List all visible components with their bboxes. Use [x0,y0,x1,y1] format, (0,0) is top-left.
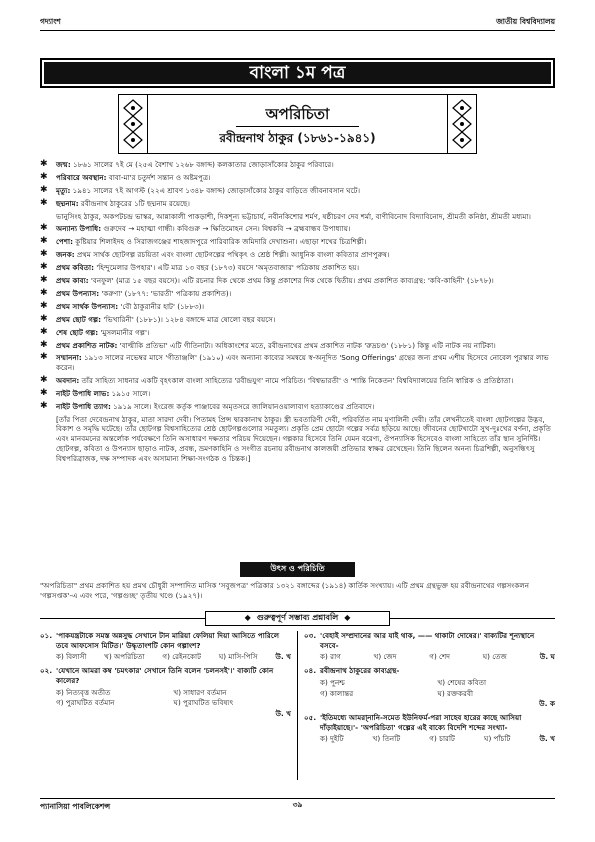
answer-key: উ. খ [275,652,291,662]
answer-key: উ. খ [539,734,555,744]
title-box [118,94,477,154]
question-item: ০২. 'যেখানে আমরা কম্ব 'চমৎকার' সেখানে তিনি বলেন 'চলনসই'।' বাক্যটি কোন কালের? [40,666,274,685]
fact-item: ✱ অবদান: তাঁর সাহিত্য সাধনার একটি বৃহৎকাল বাংলা সাহিত্যের 'রবীন্দ্রযুগ' নামে পরিচিত। 'বিশ্বভারতী' ও 'শান্তি নিকেতন' বিশ্ববিদ্যালয়ের তিনি স্বাপ্নিক ও প্রতিষ্ঠাতা। [40,375,514,386]
questions-heading: ◆ গুরুত্বপূর্ণ সম্ভাব্য প্রশ্নাবলি ◆ [205,611,390,626]
fact-item: ✱ প্রথম ছোট গল্প: 'ভিখারিনী' (১৮৮১)। ১২৮৪ বঙ্গাব্দে মাত্র ষোলো বছর বয়সে। [40,313,276,324]
star-bullet-icon: ✱ [40,197,48,208]
page-header [40,17,555,31]
header-university: জাতীয় বিশ্ববিদ্যালয় [496,17,555,26]
fact-item: ✱ পেশা: কুষ্টিয়ার শিলাইদহ ও সিরাজগঞ্জের শাহজাদপুরে পারিবারিক জমিদারি দেখাশুনা। এছাড়া শখের চিত্রশিল্পী। [40,236,367,247]
question-options: ক) রাগ খ) জেদ গ) শেদ ঘ) তেজ উ. ঘ [320,652,555,662]
star-bullet-icon: ✱ [40,274,48,285]
subject-banner: বাংলা ১ম পত্র [40,58,555,88]
fact-item: ✱ প্রথম কাব্য: 'বনফুল' (মাত্র ১৫ বছর বয়সে)। এটি রচনার দিক থেকে প্রথম কিন্তু প্রকাশের দিক থেকে দ্বিতীয়। প্রথম প্রকাশিত কাব্যগ্রন্থ: 'কবি-কাহিনী' (১৮৭৮)। [40,274,494,285]
question-options: ক) পুনশ্চ খ) শেষের কবিতা গ) কালান্তর ঘ) রক্তকরবী উ. ক [320,677,555,709]
ornament-right-icon [447,94,477,154]
author-facts [40,160,555,466]
answer-key: উ. ঘ [539,652,555,662]
fact-item: ✱ অন্যান্য উপাধি: গুরুদেব → মহাত্মা গান্ধী। কবিগুরু → ক্ষিতিমোহন সেন। বিশ্বকবি → ব্রহ্মবান্ধব উপাধ্যায়। [40,223,351,234]
question-item: ০১. 'পাকযন্ত্রটাকে সমস্ত অন্নসুদ্ধ সেখানে টান মারিয়া ফেলিয়া দিয়া আসিতে পারিলে তবে আফসোস মিটিত।' উদ্ধৃতাংশটি কোন গল্পাংশ? [40,631,280,650]
origin-heading: উৎস ও পরিচিতি [240,562,355,577]
answer-key: উ. খ [275,709,291,719]
fact-item: ✱ জনক: প্রথম সার্থক ছোটগল্প রচয়িতা এবং বাংলা ছোটগল্পের পথিকৃৎ ও শ্রেষ্ঠ শিল্পী। আধুনিক বাংলা কবিতার প্রাণপুরুষ। [40,249,390,260]
question-item: ০৪. রবীন্দ্রনাথ ঠাকুরের কাব্যগ্রন্থ- [304,666,400,676]
header-section: গদ্যাংশ [40,17,61,26]
footer-rule [40,798,555,799]
star-bullet-icon: ✱ [40,339,48,350]
question-item: ০৫. 'ইতিমধ্যে আমরা্নানি-সমেত ইউনিফর্ম-পরা সাহেব হারের কাছে আসিয়া দাঁড়াইয়াছে।'- 'অপরিচিতা' গল্পের এই বাক্যে বিদেশি শব্দের সংখ্যা- [304,713,522,732]
question-item: ০৩. 'বেহাই সম্প্রদানের আর যাই থাক, —— থাকাটা দোষের।' বাক্যটির শূন্যস্থানে বসবে- [304,631,535,650]
questions-area [40,631,555,780]
question-options: ক) বিলাসী খ) অপরিচিতা গ) রেইনকোট ঘ) মাসি-পিসি উ. খ [56,652,291,662]
biography-paragraph: [তাঁর পিতা দেবেন্দ্রনাথ ঠাকুর, মাতা সারদা দেবী। পিতামহ প্রিন্স দ্বারকানাথ ঠাকুর। স্ত্রী ভবতারিণী দেবী, পরিবর্তিত নাম মৃণালিনী দেবী। তাঁর লেখনীতেই বাংলা ছোটগল্পের উদ্ভব, বিকাশ ও সমৃদ্ধি ঘটেছে। তাঁর ছোটগল্প বিশ্বসাহিত্যের শ্রেষ্ঠ ছোটগল্পগুলোর সমতুল্য। প্রকৃতি প্রেম ছোটো গল্পের সর্বত্র ছড়িয়ে আছে। জীবনের ছোটখাটো সুখ-দুঃখের বর্ণনা, প্রকৃতি এবং মানবমনের অন্তর্লোক পর্যবেক্ষণে তিনি অসাধারণ দক্ষতার পরিচয় দিয়েছেন। গল্পকার হিসেবে তিনি যেমন বরেণ্য, ঔপন্যাসিক হিসেবেও বাংলা সাহিত্যে তাঁর স্থান সুনির্দিষ্ট। ছোটগল্প, কবিতা ও উপন্যাস ছাড়াও নাটক, প্রবন্ধ, ভ্রমণকাহিনি ও সংগীত রচনায় রবীন্দ্রনাথ কালজয়ী প্রতিভার স্বাক্ষর রেখেছেন। তিনি ছিলেন অনন্য চিত্রশিল্পী, অনুসন্ধিৎসু বিশ্বপরিব্রাজক, দক্ষ সম্পাদক এবং অসামান্য শিক্ষা-সংগঠক ও চিন্তক।] [56,414,551,463]
star-bullet-icon: ✱ [40,326,48,337]
fact-item: ✱ সম্মাননা: ১৯১৩ সালের নভেম্বর মাসে 'গীতাঞ্জলি' (১৯১০) এবং অন্যান্য কাব্যের সমন্বয়ে স্ব-অনূদিত 'Song Offerings' গ্রন্থের জন্য প্রথম এশীয় হিসেবে নোবেল পুরস্কার লাভ করেন। [40,352,549,373]
origin-paragraph: "অপরিচিতা" প্রথম প্রকাশিত হয় প্রমথ চৌধুরী সম্পাদিত মাসিক 'সবুজপত্র' পত্রিকার ১৩২১ বঙ্গাব্দের (১৯১৪) কার্তিক সংখ্যায়। এটি প্রথম গ্রন্থভুক্ত হয় রবীন্দ্রনাথের গল্পসংকলন 'গল্পসপ্তক'-এ এবং পরে, 'গল্পগুচ্ছ' তৃতীয় খণ্ডে (১৯২৭)। [40,581,530,600]
answer-key: উ. ক [539,699,555,709]
star-bullet-icon: ✱ [40,171,48,182]
diamond-icon: ◆ [344,613,351,623]
header-rule [40,30,555,31]
star-bullet-icon: ✱ [40,184,48,195]
question-options: ক) দুইটি খ) তিনটি গ) চারটি ঘ) পাঁচটি উ. খ [320,734,555,744]
fact-item: ✱ প্রথম উপন্যাস: 'করুণা' (১৮৭৭: 'ভারতী' পত্রিকায় প্রকাশিত)। [40,287,232,298]
title-center [148,94,447,154]
fact-item: ✱ পরিবারে অবস্থান: বাবা-মা'র চতুর্দশ সন্তান ও অষ্টমপুত্র। [40,171,211,182]
story-title: অপরিচিতা [236,102,360,127]
questions-heading-bar [40,611,555,626]
fact-item: ✱ জন্ম: ১৮৬১ সালের ৭ই মে (২৫এ বৈশাখ ১২৬৮ বঙ্গাব্দ) কলকাতার জোড়াসাঁকোর ঠাকুর পরিবারে। [40,159,334,169]
star-bullet-icon: ✱ [40,287,48,298]
fact-item: ✱ প্রথম প্রকাশিত নাটক: 'বাল্মীকি প্রতিভা' এটি গীতিনাট্য। অধিকাংশের মতে, রবীন্দ্রনাথের প্রথম প্রকাশিত নাটক 'রুদ্রচণ্ড' (১৮৮১) কিন্তু এটি নাটক নয় নাটিকা। [40,339,496,350]
questions-right-column [297,631,555,780]
fact-item: ✱ নাইট উপাধি ত্যাগ: ১৯১৯ সালে। ইংরেজ কর্তৃক পাঞ্জাবের অমৃতসরে জালিয়ানওয়ালাবাগ হত্যাকাণ্ডের প্রতিবাদে। [40,400,375,411]
star-bullet-icon: ✱ [40,375,48,386]
question-options: ক) নিত্যবৃত্ত অতীত খ) সাধারণ বর্তমান গ) পুরাঘটিত বর্তমান ঘ) পুরাঘটিত ভবিষ্যৎ উ. খ [56,687,291,719]
ornament-left-icon [118,94,148,154]
fact-item: ✱ ছদ্মনাম: রবীন্দ্রনাথ ঠাকুরের ১টি ছদ্মনাম রয়েছে। [40,197,190,208]
publisher-name: প্যানাসিয়া পাবলিকেশন্স [40,802,111,811]
star-bullet-icon: ✱ [40,313,48,324]
star-bullet-icon: ✱ [40,223,48,234]
page-number: ৩৯ [292,800,303,809]
star-bullet-icon: ✱ [40,262,48,273]
fact-item: ✱ নাইট উপাধি লাভ: ১৯১৫ সালে। [40,387,151,398]
fact-item: ✱ প্রথম সার্থক উপন্যাস: 'বৌ ঠাকুরানীর হাট' (১৮৮৩)। [40,300,205,311]
pseudonym-list: ভানুসিংহ ঠাকুর, অকপটচন্দ্র ভাস্কর, আন্নাকালী পাকড়াশী, দিকশূন্য ভট্টাচার্য, নবীনকিশোর শর্মণ, ষষ্ঠীচরণ দেব শর্মা, বাণীবিনোদ বিদ্যাবিনোদ, শ্রীমতী কনিষ্ঠা, শ্রীমতী মধ্যমা। [56,211,531,221]
star-bullet-icon: ✱ [40,352,48,363]
star-bullet-icon: ✱ [40,236,48,247]
star-bullet-icon: ✱ [40,400,48,411]
star-bullet-icon: ✱ [40,300,48,311]
star-bullet-icon: ✱ [40,387,48,398]
diamond-icon: ◆ [244,613,251,623]
star-bullet-icon: ✱ [40,249,48,260]
fact-item: ✱ শেষ ছোট গল্প: 'মুসলমানীর গল্প'। [40,326,150,337]
star-bullet-icon: ✱ [40,159,48,169]
author-name: রবীন্দ্রনাথ ঠাকুর (১৮৬১-১৯৪১) [219,131,376,146]
fact-item: ✱ প্রথম কবিতা: 'হিন্দুমেলার উপহার'। এটি মাত্র ১৩ বছর (১৮৭৩) বয়সে 'অমৃতবাজার' পত্রিকায় প্রকাশিত হয়। [40,262,360,273]
questions-left-column [40,631,297,780]
fact-item: ✱ মৃত্যু: ১৯৪১ সালের ৭ই আগস্ট (২২এ শ্রাবণ ১৩৪৮ বঙ্গাব্দ) জোড়াসাঁকোর ঠাকুর বাড়িতে জীবনাবসান ঘটে। [40,184,361,195]
